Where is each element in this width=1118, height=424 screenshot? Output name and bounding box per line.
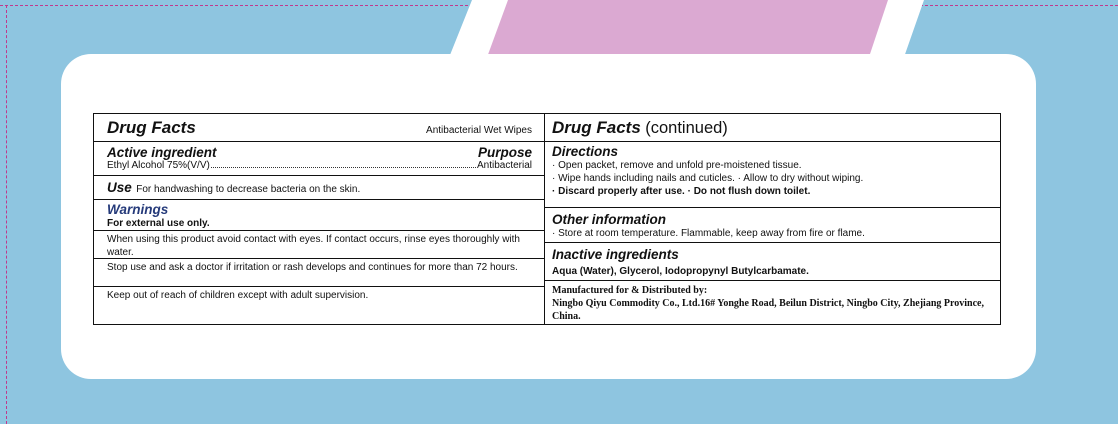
warnings-heading: Warnings	[107, 202, 169, 217]
dieline-left	[6, 5, 7, 424]
active-ingredient-heading: Active ingredient	[107, 145, 217, 160]
use-text: For handwashing to decrease bacteria on the skin.	[136, 184, 361, 195]
inactive-ingredients-text: Aqua (Water), Glycerol, Iodopropynyl Butylcarbamate.	[552, 266, 809, 277]
drug-facts-panel	[93, 113, 1001, 325]
warning-item	[94, 231, 544, 259]
directions-line: · Open packet, remove and unfold pre-moistened tissue.	[552, 160, 802, 171]
inactive-ingredients-heading: Inactive ingredients	[552, 247, 679, 262]
use-heading: Use	[107, 180, 132, 195]
inactive-ingredients-section	[545, 243, 1000, 281]
manufacturer-section	[545, 281, 1000, 323]
product-name: Antibacterial Wet Wipes	[426, 125, 532, 136]
use-section	[94, 176, 544, 200]
drug-facts-right-column	[545, 114, 1000, 324]
other-information-section	[545, 208, 1000, 243]
directions-section	[545, 142, 1000, 208]
pink-stripe-decoration	[486, 0, 888, 60]
directions-line: · Discard properly after use. · Do not flush down toilet.	[552, 186, 811, 197]
other-information-text: · Store at room temperature. Flammable, keep away from fire or flame.	[552, 228, 865, 239]
drug-facts-continued-header	[545, 114, 1000, 142]
active-ingredient-section	[94, 142, 544, 176]
warning-children: Keep out of reach of children except with adult supervision.	[107, 290, 369, 301]
continued-suffix: (continued)	[645, 119, 728, 137]
drug-facts-continued-title: Drug Facts	[552, 118, 641, 137]
manufacturer-label: Manufactured for & Distributed by:	[552, 285, 708, 296]
drug-facts-title: Drug Facts	[107, 118, 196, 137]
active-ingredient-name: Ethyl Alcohol 75%(V/V)	[107, 160, 210, 171]
warning-eyes: When using this product avoid contact with eyes. If contact occurs, rinse eyes thoroughly with water.	[107, 234, 520, 258]
purpose-heading: Purpose	[477, 145, 532, 160]
drug-facts-left-column	[94, 114, 545, 324]
warning-stop-use: Stop use and ask a doctor if irritation or rash develops and continues for more than 72 hours.	[107, 262, 518, 273]
warnings-header-section	[94, 200, 544, 231]
active-ingredient-purpose: Antibacterial	[476, 160, 532, 171]
drug-facts-header	[94, 114, 544, 142]
active-ingredient-row	[107, 160, 532, 172]
other-information-heading: Other information	[552, 212, 666, 227]
warning-item	[94, 259, 544, 287]
manufacturer-address: Ningbo Qiyu Commodity Co., Ltd.16# Yonghe Road, Beilun District, Ningbo City, Zhejiang Province, China.	[552, 298, 984, 322]
dot-leader	[211, 167, 476, 168]
warning-item	[94, 287, 544, 302]
directions-heading: Directions	[552, 144, 619, 159]
external-use-warning: For external use only.	[107, 218, 210, 229]
directions-line: · Wipe hands including nails and cuticles. · Allow to dry without wiping.	[552, 173, 864, 184]
